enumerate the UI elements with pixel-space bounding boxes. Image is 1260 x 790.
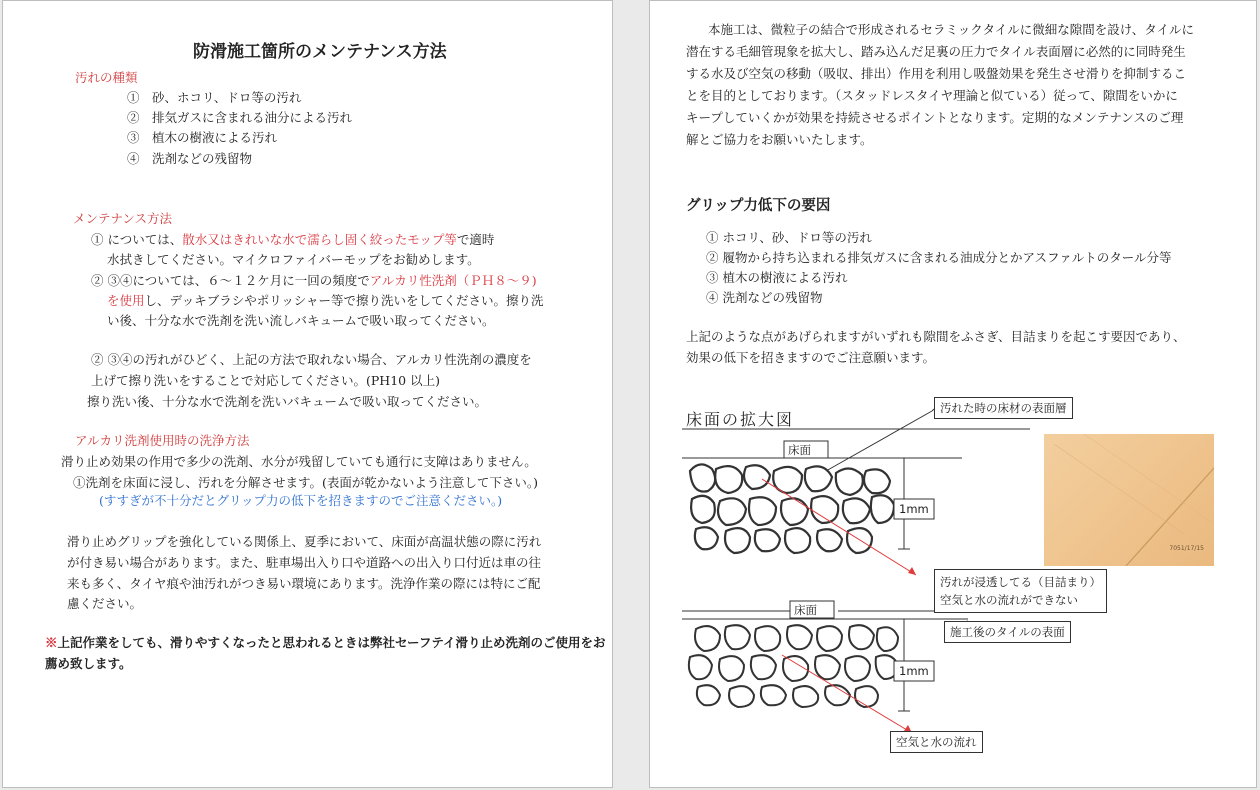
thickness-label-bottom: 1mm [899,664,929,678]
clogged-label [934,569,1107,613]
m1-text: ① については、 [91,232,183,247]
air-water-flow-label: 空気と水の流れ [890,731,983,753]
grip-note-line-4: 慮ください。 [67,596,143,611]
grip-note-line-3: 来も多く、タイヤ痕や油汚れがつき易い環境にあります。洗浄作業の際には特にご配 [67,576,541,591]
intro-line-3: する水及び空気の移動（吸収、排出）作用を利用し吸盤効果を発生させ滑りを抑制するこ [686,66,1187,81]
diagram-title: 床面の拡大図 [686,410,795,429]
grip-factor-4: ④ 洗剤などの残留物 [706,290,823,305]
floor-diagram [650,1,1258,789]
tile-photo [1044,434,1214,566]
alkaline-line-1: 滑り止め効果の作用で多少の洗剤、水分が残留していても通行に支障はありません。 [61,454,537,469]
photo-caption: 7051/17/15 [1169,545,1204,552]
intro-line-4: とを目的としております。（スタッドレスタイヤ理論と似ている）従って、隙間をいかに [686,88,1178,103]
recommend-note-cont: 薦め致します。 [45,656,132,671]
m1-highlight: 散水又はきれいな水で濡らし固く絞ったモップ等 [182,232,457,247]
m2-highlight-2: を使用 [107,293,145,308]
alkaline-line-2: ①洗剤を床面に浸し、汚れを分解させます。(表面が乾かないよう注意して下さい。) [73,475,539,490]
alkaline-heading: アルカリ洗剤使用時の洗浄方法 [75,433,250,448]
floor-label-top: 床面 [788,443,811,457]
maintenance-heading: メンテナンス方法 [73,211,173,226]
summary-line-2: 効果の低下を招きますのでご注意願います。 [686,350,936,365]
grip-factor-2: ② 履物から持ち込まれる排気ガスに含まれる油成分とかアスファルトのタール分等 [706,250,1172,265]
intro-line-6: 解とご協力をお願いいたします。 [686,132,873,147]
maintenance-step-2-cont [107,292,544,310]
pointer-dirty-surface [826,411,932,471]
aggregate-bottom [689,625,898,707]
note-line-1: 上記作業をしても、滑りやすくなったと思われるときは弊社セーフテイ滑り止め洗剤のご使用をお [57,635,606,650]
clogged-line-1: 汚れが浸透してる（目詰まり） [940,575,1101,589]
maintenance-step-2 [91,272,537,290]
intro-line-1: 本施工は、微粒子の結合で形成されるセラミックタイルに微細な隙間を設け、タイルに [708,22,1195,37]
alkaline-caution: (すすぎが不十分だとグリップ力の低下を招きますのでご注意ください。) [99,493,503,508]
maintenance-step-2-cont-2: い後、十分な水で洗剤を洗い流しバキュームで吸い取ってください。 [107,313,495,328]
grip-note-line-2: が付き易い場合があります。また、駐車場出入り口や道路への出入り口付近は車の往 [67,555,542,570]
dirt-item-4: ④ 洗剤などの残留物 [127,151,253,166]
grip-note-line-1: 滑り止めグリップを強化している関係上、夏季において、床面が高温状態の際に汚れ [67,534,542,549]
m2-text-rest: し、デッキブラシやポリッシャー等で擦り洗いをしてください。擦り洗 [144,293,544,308]
maintenance-step-1-cont: 水拭きしてください。マイクロファイバーモップをお勧めします。 [107,252,480,267]
clogged-line-2: 空気と水の流れができない [940,593,1078,607]
m1-text-end: で適時 [456,232,495,247]
maintenance-step-1 [91,231,494,249]
maintenance-step-3-cont: 上げて擦り洗いをすることで対応してください。(PH10 以上) [91,373,440,388]
m2-highlight: アルカリ性洗剤（ＰＨ８～９) [369,273,537,288]
m2-text: ② ③④については、６～１２ケ月に一回の頻度で [91,273,370,288]
dirt-item-1: ① 砂、ホコリ、ドロ等の汚れ [127,90,302,105]
intro-line-5: キープしていくかが効果を持続させるポイントとなります。定期的なメンテナンスのご理 [686,110,1184,125]
pointer-clogged [762,479,916,575]
grip-factors-heading: グリップ力低下の要因 [686,197,831,214]
maintenance-step-3: ② ③④の汚れがひどく、上記の方法で取れない場合、アルカリ性洗剤の濃度を [91,352,532,367]
after-surface-label: 施工後のタイルの表面 [944,621,1071,643]
note-mark: ※ [45,635,58,650]
intro-line-2: 潜在する毛細管現象を拡大し、踏み込んだ足裏の圧力でタイル表面層に必然的に同時発生 [686,44,1186,59]
dirt-item-2: ② 排気ガスに含まれる油分による汚れ [127,110,353,125]
aggregate-top [690,464,894,553]
grip-factor-1: ① ホコリ、砂、ドロ等の汚れ [706,230,872,245]
left-page [2,0,613,788]
summary-line-1: 上記のような点があげられますがいずれも隙間をふさぎ、目詰まりを起こす要因であり、 [686,329,1186,344]
recommend-note [45,634,606,652]
thickness-label-top: 1mm [899,502,929,516]
dirt-types-heading: 汚れの種類 [75,70,138,85]
floor-label-bottom: 床面 [794,603,817,617]
maintenance-step-3-cont-2: 擦り洗い後、十分な水で洗剤を洗いバキュームで吸い取ってください。 [87,394,488,409]
dirty-surface-label: 汚れた時の床材の表面層 [934,397,1073,419]
grip-factor-3: ③ 植木の樹液による汚れ [706,270,848,285]
page-title: 防滑施工箇所のメンテナンス方法 [193,42,447,62]
right-page [649,0,1257,788]
dirt-item-3: ③ 植木の樹液による汚れ [127,130,278,145]
